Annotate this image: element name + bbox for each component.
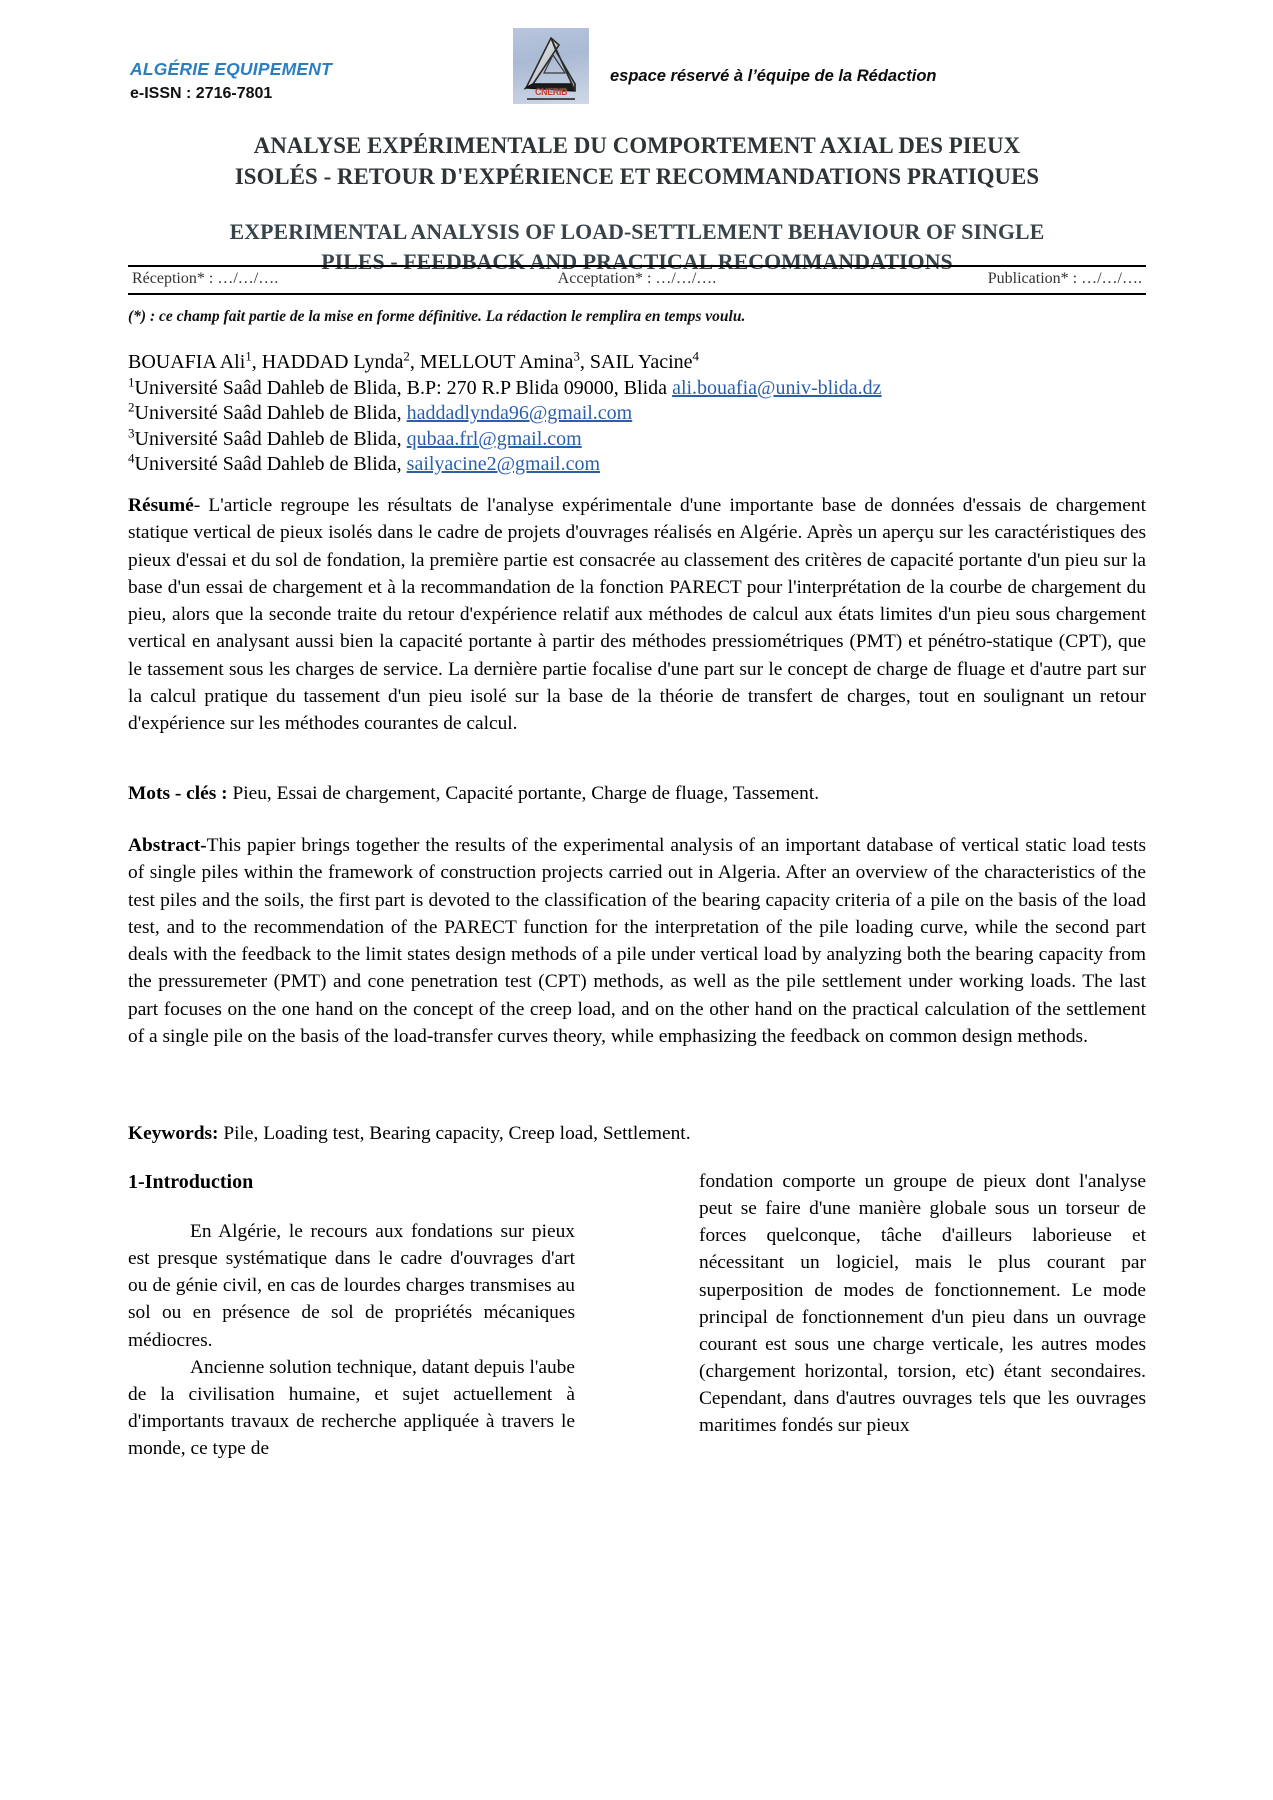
abstract-english-body: This papier brings together the results of the experimental analysis of an important database of vertical static load tests of single piles within the framework of construction projects carried out in Algeria. After an overview of the characteristics of the test piles and the soils, the first part is devoted to the classification of the bearing capacity criteria of a pile on the basis of the load test, and to the recommendation of the PARECT function for the interpretation of the pile loading curve, while the second part deals with the feedback to the limit states design methods of a pile under vertical load by analyzing both the bearing capacity from the pressuremeter (PMT) and cone penetration test (CPT) methods, as well as the pile settlement under working loads. The last part focuses on the one hand on the concept of the creep load, and on the other hand on the practical calculation of the settlement of a single pile on the basis of the load-transfer curves theory, while emphasizing the feedback on common design methods.: [128, 835, 1146, 1047]
authors-names: BOUAFIA Ali$^1$, HADDAD Lynda$^2$, MELLOUT Amina$^3$, SAIL Yacine$^4$: [128, 348, 700, 373]
introduction-right-column: [699, 1168, 1146, 1440]
acceptation-date: Acceptation* : …/…/….: [557, 270, 717, 287]
author-sup: 1: [245, 348, 252, 364]
abstract-french-label: Résumé: [128, 495, 194, 516]
abstract-french-body: - L'article regroupe les résultats de l'analyse expérimentale d'une importante base de données d'essais de chargement statique vertical de pieux isolés dans le cadre de projets d'ouvrages réalisés en Algérie. Après un aperçu sur les caractéristiques des pieux d'essai et du sol de fondation, la première partie est consacrée au classement des critères de capacité portante d'un pieu sur la base d'un essai de chargement et à la recommandation de la fonction PARECT pour l'interprétation de la courbe de chargement du pieu, alors que la seconde traite du retour d'expérience relatif aux méthodes de calcul aux états limites d'un pieu sous chargement vertical en analysant aussi bien la capacité portante à partir des méthodes pressiométriques (PMT) et pénétro-statique (CPT), que le tassement sous les charges de service. La dernière partie focalise d'une part sur le concept de charge de fluage et d'autre part sur la calcul pratique du tassement d'un pieu isolé sur la base de la théorie de transfert de charges, tout en soulignant un retour d'expérience sur les méthodes courantes de calcul.: [128, 495, 1146, 735]
title-english-line2: PILES - FEEDBACK AND PRACTICAL RECOMMANDATIONS: [321, 248, 953, 274]
section-heading-introduction: 1-Introduction: [128, 1171, 254, 1193]
logo-caption: CNERIB: [534, 87, 568, 97]
affiliation-sup: 2: [128, 399, 135, 415]
title-french-line1: ANALYSE EXPÉRIMENTALE DU COMPORTEMENT AXIAL DES PIEUX: [253, 133, 1021, 159]
journal-name: ALGÉRIE EQUIPEMENT: [130, 59, 332, 79]
author-email-link[interactable]: ali.bouafia@univ-blida.dz: [672, 376, 882, 399]
keywords-french: [128, 780, 1146, 807]
journal-issn: e-ISSN : 2716-7801: [130, 84, 273, 102]
introduction-left-column: [128, 1168, 575, 1462]
keywords-french-label: Mots - clés :: [128, 783, 228, 804]
author-sup: 3: [573, 348, 580, 364]
affiliation-text: Université Saâd Dahleb de Blida,: [134, 453, 407, 476]
author-name: MELLOUT Amina: [419, 351, 574, 373]
affiliation-row: [128, 373, 1146, 402]
reception-date: Réception* : …/…/….: [132, 270, 279, 287]
affiliation-row: [128, 452, 1146, 478]
affiliation-row: [128, 401, 1146, 427]
intro-paragraph: fondation comporte un groupe de pieux dont l'analyse peut se faire d'une manière globale sous un torseur de forces quelconque, tâche d'ailleurs laborieuse et nécessitant un logiciel, mais le plus courant par superposition de modes de fonctionnement. Le mode principal de fonctionnement d'un pieu dans un ouvrage courant est sous une charge verticale, les autres modes (chargement horizontal, torsion, etc) étant secondaires. Cependant, dans d'autres ouvrages tels que les ouvrages maritimes fondés sur pieux: [699, 1171, 1146, 1437]
author-email-link[interactable]: sailyacine2@gmail.com: [406, 453, 601, 476]
keywords-english-label: Keywords:: [128, 1123, 219, 1144]
title-french: [143, 131, 1130, 192]
affiliation-text: Université Saâd Dahleb de Blida,: [134, 402, 407, 425]
dates-row: [128, 267, 1146, 293]
author-email-link[interactable]: haddadlynda96@gmail.com: [406, 402, 633, 425]
keywords-english: [128, 1120, 1146, 1147]
affiliation-sup: 1: [128, 373, 135, 389]
introduction-columns: [128, 1168, 1146, 1788]
author-name: HADDAD Lynda: [261, 351, 404, 373]
dates-table: [128, 265, 1146, 295]
dates-footnote: (*) : ce champ fait partie de la mise en forme définitive. La rédaction le remplira en temps voulu.: [128, 308, 746, 325]
title-english-line1: EXPERIMENTAL ANALYSIS OF LOAD-SETTLEMENT BEHAVIOUR OF SINGLE: [229, 219, 1045, 245]
author-sup: 4: [692, 348, 700, 364]
affiliation-text: Université Saâd Dahleb de Blida, B.P: 270 R.P Blida 09000, Blida: [134, 376, 673, 399]
affiliation-text: Université Saâd Dahleb de Blida,: [134, 427, 407, 450]
abstract-english-label: Abstract-: [128, 835, 207, 856]
affiliation-row: [128, 427, 1146, 453]
cnerib-logo: [513, 28, 589, 104]
keywords-french-body: Pieu, Essai de chargement, Capacité portante, Charge de fluage, Tassement.: [227, 783, 820, 804]
reserved-space-note: espace réservé à l’équipe de la Rédaction: [610, 67, 937, 85]
affiliation-sup: 4: [128, 450, 135, 466]
title-french-line2: ISOLÉS - RETOUR D'EXPÉRIENCE ET RECOMMANDATIONS PRATIQUES: [234, 163, 1040, 190]
author-name: SAIL Yacine: [589, 351, 693, 373]
authors-block: [128, 350, 1146, 478]
keywords-english-body: Pile, Loading test, Bearing capacity, Creep load, Settlement.: [218, 1123, 691, 1144]
intro-paragraph: Ancienne solution technique, datant depuis l'aube de la civilisation humaine, et sujet actuellement à d'importants travaux de recherche appliquée à travers le monde, ce type de: [128, 1356, 575, 1460]
author-email-link[interactable]: qubaa.frl@gmail.com: [406, 427, 582, 450]
affiliation-sup: 3: [128, 425, 135, 441]
abstract-english: [128, 832, 1146, 1050]
dates-rule-bottom: [128, 293, 1146, 295]
intro-paragraph: En Algérie, le recours aux fondations sur pieux est presque systématique dans le cadre d'ouvrages d'art ou de génie civil, en cas de lourdes charges transmises au sol ou en présence de sol de propriétés mécaniques médiocres.: [128, 1221, 575, 1351]
author-name: BOUAFIA Ali: [128, 351, 246, 373]
publication-date: Publication* : …/…/….: [987, 270, 1142, 287]
logo-underline: [527, 98, 575, 100]
abstract-french: [128, 492, 1146, 737]
page-title: [128, 131, 1146, 276]
author-sup: 2: [403, 348, 410, 364]
